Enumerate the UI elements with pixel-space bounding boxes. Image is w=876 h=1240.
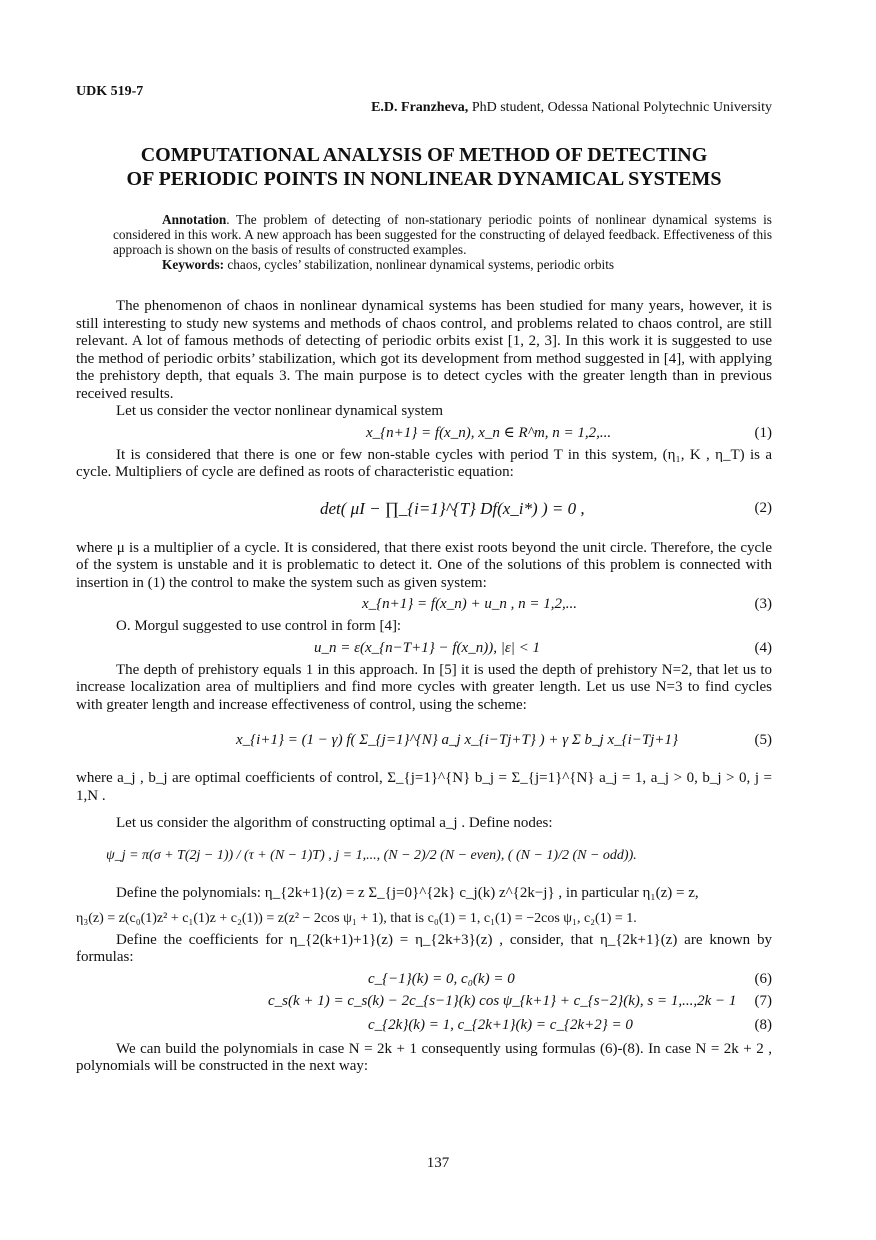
- annotation-text: . The problem of detecting of non-stationary periodic points of nonlinear dynamical systems is considered in this work. A new approach has been suggested for the constructing of delayed feedback. Effectiveness of this approach is shown on the basis of results of constructed examples.: [113, 212, 772, 257]
- equation-3-number: (3): [754, 596, 772, 612]
- body-text: [76, 298, 772, 1076]
- equation-2: [76, 484, 772, 538]
- udk-code: UDK 519-7: [76, 84, 144, 99]
- paragraph-6: The depth of prehistory equals 1 in this approach. In [5] it is used the depth of prehistory N=2, that let us to increase localization area of multipliers and find more cycles with greater length. Let us use N=3 to find cycles with greater length and increase effectiveness of control, using the scheme:: [76, 661, 772, 713]
- equation-3-formula: x_{n+1} = f(x_n) + u_n , n = 1,2,...: [362, 596, 577, 612]
- equation-1-formula: x_{n+1} = f(x_n), x_n ∈ R^m, n = 1,2,...: [366, 424, 612, 441]
- equation-4: [76, 638, 772, 660]
- equation-8: [76, 1017, 772, 1039]
- equation-4-number: (4): [754, 639, 772, 656]
- equation-8-number: (8): [754, 1016, 772, 1033]
- equation-2-number: (2): [754, 499, 772, 516]
- annotation-paragraph: [113, 212, 772, 257]
- paragraph-7: where a_j , b_j are optimal coefficients of control, Σ_{j=1}^{N} b_j = Σ_{j=1}^{N} a_j = 1, a_j > 0, b_j > 0, j = 1,N .: [76, 770, 772, 804]
- paragraph-9: Define the polynomials: η_{2k+1}(z) = z Σ_{j=0}^{2k} c_j(k) z^{2k−j} , in particular η₁(z) = z,: [116, 884, 699, 901]
- equation-5-formula: x_{i+1} = (1 − γ) f( Σ_{j=1}^{N} a_j x_{i−Tj+T} ) + γ Σ b_j x_{i−Tj+1}: [236, 732, 679, 748]
- equation-5: [76, 716, 772, 768]
- annotation-label: Annotation: [162, 212, 227, 227]
- paragraph-8: Let us consider the algorithm of constructing optimal a_j . Define nodes:: [116, 815, 553, 831]
- paragraph-10: η₃(z) = z(c₀(1)z² + c₁(1)z + c₂(1)) = z(z² − 2cos ψ₁ + 1), that is c₀(1) = 1, c₁(1) = −2cos ψ₁, c₂(1) = 1.: [76, 911, 637, 926]
- title-line-1: COMPUTATIONAL ANALYSIS OF METHOD OF DETECTING: [140, 144, 708, 166]
- paragraph-5: O. Morgul suggested to use control in form [4]:: [116, 618, 402, 634]
- title-line-2: OF PERIODIC POINTS IN NONLINEAR DYNAMICAL SYSTEMS: [126, 168, 722, 190]
- equation-7-number: (7): [754, 992, 772, 1009]
- equation-5-number: (5): [754, 732, 772, 748]
- equation-1-number: (1): [754, 424, 772, 441]
- equation-1: [76, 423, 772, 445]
- paragraph-12: We can build the polynomials in case N = 2k + 1 consequently using formulas (6)-(8). In case N = 2k + 2 , polynomials will be constructed in the next way:: [76, 1040, 772, 1074]
- page-number: 137: [426, 1155, 450, 1171]
- equation-6-number: (6): [754, 970, 772, 987]
- paragraph-11: Define the coefficients for η_{2(k+1)+1}(z) = η_{2k+3}(z) , consider, that η_{2k+1}(z) are known by formulas:: [76, 931, 772, 965]
- equation-nodes-formula: ψ_j = π(σ + T(2j − 1)) / (τ + (N − 1)T) , j = 1,..., (N − 2)/2 (N − even), ( (N − 1)/2 (N − odd)).: [106, 847, 637, 863]
- equation-3: [76, 594, 772, 616]
- paragraph-4: where μ is a multiplier of a cycle. It is considered, that there exist roots beyond the unit circle. Therefore, the cycle of the system is unstable and it is problematic to detect it. One of the solutions of this problem is connected with insertion in (1) the control to make the system such as given system:: [76, 539, 772, 591]
- keywords-text: chaos, cycles’ stabilization, nonlinear dynamical systems, periodic orbits: [224, 257, 615, 272]
- paragraph-2: Let us consider the vector nonlinear dynamical system: [116, 403, 443, 419]
- paragraph-3: It is considered that there is one or few non-stable cycles with period T in this system, (η₁, K , η_T) is a cycle. Multipliers of cycle are defined as roots of characteristic equation:: [76, 446, 772, 480]
- keywords-paragraph: [113, 257, 772, 272]
- keywords-label: Keywords:: [162, 257, 225, 272]
- abstract: [113, 212, 772, 272]
- author-line: [371, 100, 772, 116]
- author-name: E.D. Franzheva,: [371, 100, 469, 115]
- equation-2-formula: det( μI − ∏_{i=1}^{T} Df(x_i*) ) = 0 ,: [320, 498, 585, 518]
- paragraph-1: The phenomenon of chaos in nonlinear dynamical systems has been studied for many years, however, it is still interesting to study new systems and methods of chaos control, and problems related to chaos control, are still relevant. A lot of famous methods of detecting of periodic orbits exist [1, 2, 3]. In this work it is suggested to use the method of periodic orbits’ stabilization, which got its development from method suggested in [4], with applying the prehistory depth, that equals 3. The main purpose is to detect cycles with the greater length than in previous received results.: [76, 298, 772, 402]
- equation-8-formula: c_{2k}(k) = 1, c_{2k+1}(k) = c_{2k+2} = 0: [368, 1016, 633, 1033]
- equation-7: [76, 993, 772, 1015]
- equation-7-formula: c_s(k + 1) = c_s(k) − 2c_{s−1}(k) cos ψ_{k+1} + c_{s−2}(k), s = 1,...,2k − 1: [268, 992, 737, 1009]
- equation-6-formula: c_{−1}(k) = 0, c₀(k) = 0: [368, 970, 515, 987]
- equation-nodes: [76, 835, 772, 879]
- paper-title: [76, 143, 772, 191]
- equation-6: [76, 969, 772, 991]
- author-affiliation: PhD student, Odessa National Polytechnic University: [471, 100, 772, 115]
- equation-4-formula: u_n = ε(x_{n−T+1} − f(x_n)), |ε| < 1: [314, 639, 540, 656]
